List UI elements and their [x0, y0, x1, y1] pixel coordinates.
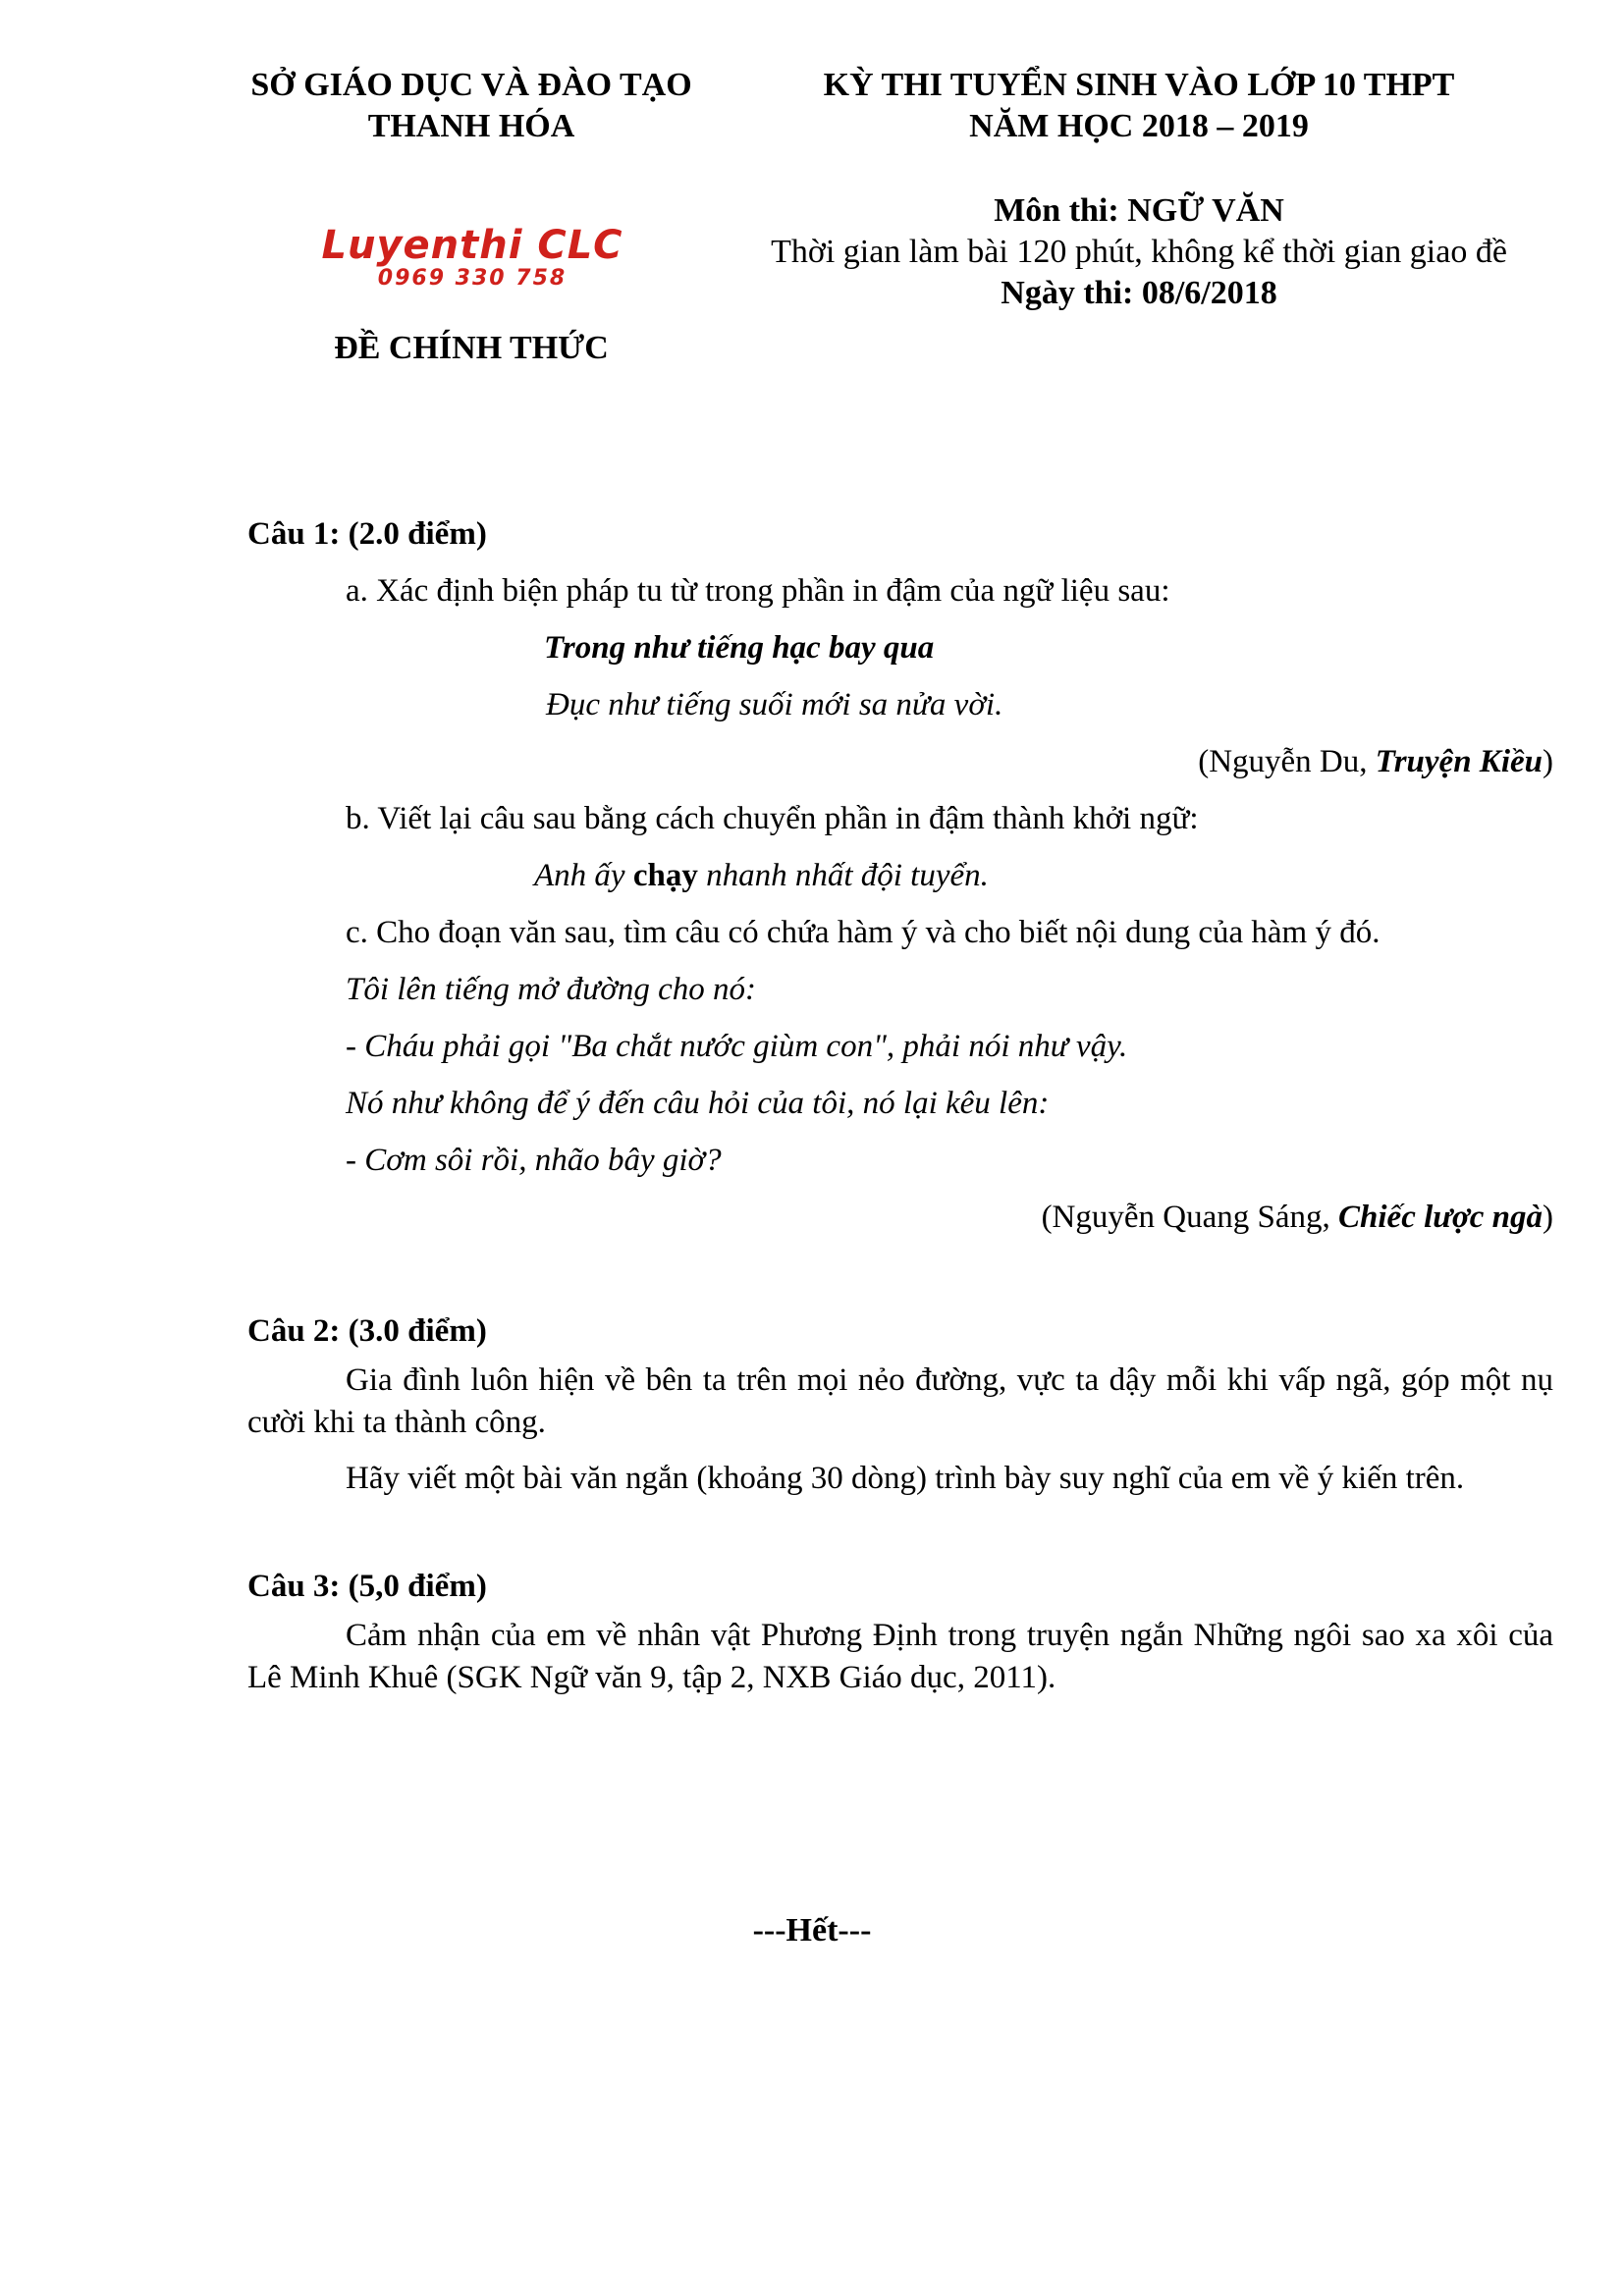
- source-author: (Nguyễn Du,: [1198, 744, 1376, 779]
- q1c-source: [247, 1189, 1553, 1246]
- poem-bold-line: Trong như tiếng hạc bay qua: [544, 630, 935, 666]
- example-post: nhanh nhất đội tuyển.: [697, 858, 989, 893]
- header-right: [756, 65, 1522, 147]
- subject-title: Môn thi: NGỮ VĂN: [994, 192, 1284, 229]
- q1b-example: [247, 847, 1553, 904]
- q1a-poem-line2: Đục như tiếng suối mới sa nửa vời.: [546, 687, 1003, 722]
- source-author: (Nguyễn Quang Sáng,: [1041, 1200, 1339, 1235]
- example-pre: Anh ấy: [534, 858, 633, 893]
- example-bold-word: chạy: [632, 858, 698, 893]
- official-label: ĐỀ CHÍNH THỨC: [334, 330, 609, 366]
- source-close: ): [1543, 744, 1553, 779]
- q2-paragraph1: Gia đình luôn hiện về bên ta trên mọi nẻo đường, vực ta dậy mỗi khi vấp ngã, góp một nụ cười khi ta thành công.: [247, 1362, 1553, 1440]
- q1c-prompt: c. Cho đoạn văn sau, tìm câu có chứa hàm ý và cho biết nội dung của hàm ý đó.: [346, 915, 1380, 950]
- subject-block: [756, 190, 1522, 314]
- q1c-line1: Tôi lên tiếng mở đường cho nó:: [346, 972, 757, 1007]
- exam-body: [247, 506, 1553, 1699]
- q1c-line4: - Cơm sôi rồi, nhão bây giờ?: [346, 1143, 722, 1178]
- q1-title: Câu 1: (2.0 điểm): [247, 516, 487, 552]
- source-title: Truyện Kiều: [1375, 744, 1543, 779]
- q2-title: Câu 2: (3.0 điểm): [247, 1313, 487, 1349]
- logo-phone: 0969 330 758: [377, 266, 568, 291]
- q1c-line3: Nó như không để ý đến câu hỏi của tôi, nó lại kêu lên:: [346, 1086, 1050, 1121]
- q3-title: Câu 3: (5,0 điểm): [247, 1569, 487, 1604]
- logo: [320, 224, 624, 291]
- q1b-prompt: b. Viết lại câu sau bằng cách chuyển phần in đậm thành khởi ngữ:: [346, 801, 1199, 836]
- exam-name: KỲ THI TUYỂN SINH VÀO LỚP 10 THPT: [823, 67, 1455, 103]
- source-title: Chiếc lược ngà: [1338, 1200, 1543, 1235]
- q2-paragraph2: Hãy viết một bài văn ngắn (khoảng 30 dòng) trình bày suy nghĩ của em về ý kiến trên.: [346, 1461, 1465, 1496]
- q1a-poem-line1: [247, 619, 1553, 676]
- department-name: SỞ GIÁO DỤC VÀ ĐÀO TẠO: [250, 67, 692, 103]
- logo-text: Luyenthi CLC: [321, 223, 623, 268]
- province-name: THANH HÓA: [367, 108, 575, 144]
- header-left: [177, 65, 766, 147]
- school-year: NĂM HỌC 2018 – 2019: [969, 108, 1309, 144]
- q3-paragraph1: Cảm nhận của em về nhân vật Phương Định trong truyện ngắn Những ngôi sao xa xôi của Lê Minh Khuê (SGK Ngữ văn 9, tập 2, NXB Giáo dục, 2011).: [247, 1618, 1553, 1695]
- end-marker: ---Hết---: [752, 1912, 872, 1949]
- exam-date: Ngày thi: 08/6/2018: [1001, 275, 1277, 311]
- q1c-line2: - Cháu phải gọi "Ba chắt nước giùm con", phải nói như vậy.: [346, 1029, 1128, 1064]
- q1a-source: [247, 733, 1553, 790]
- q1a-prompt: a. Xác định biện pháp tu từ trong phần in đậm của ngữ liệu sau:: [346, 573, 1170, 609]
- duration-text: Thời gian làm bài 120 phút, không kể thời gian giao đề: [771, 234, 1507, 270]
- source-close: ): [1543, 1200, 1553, 1235]
